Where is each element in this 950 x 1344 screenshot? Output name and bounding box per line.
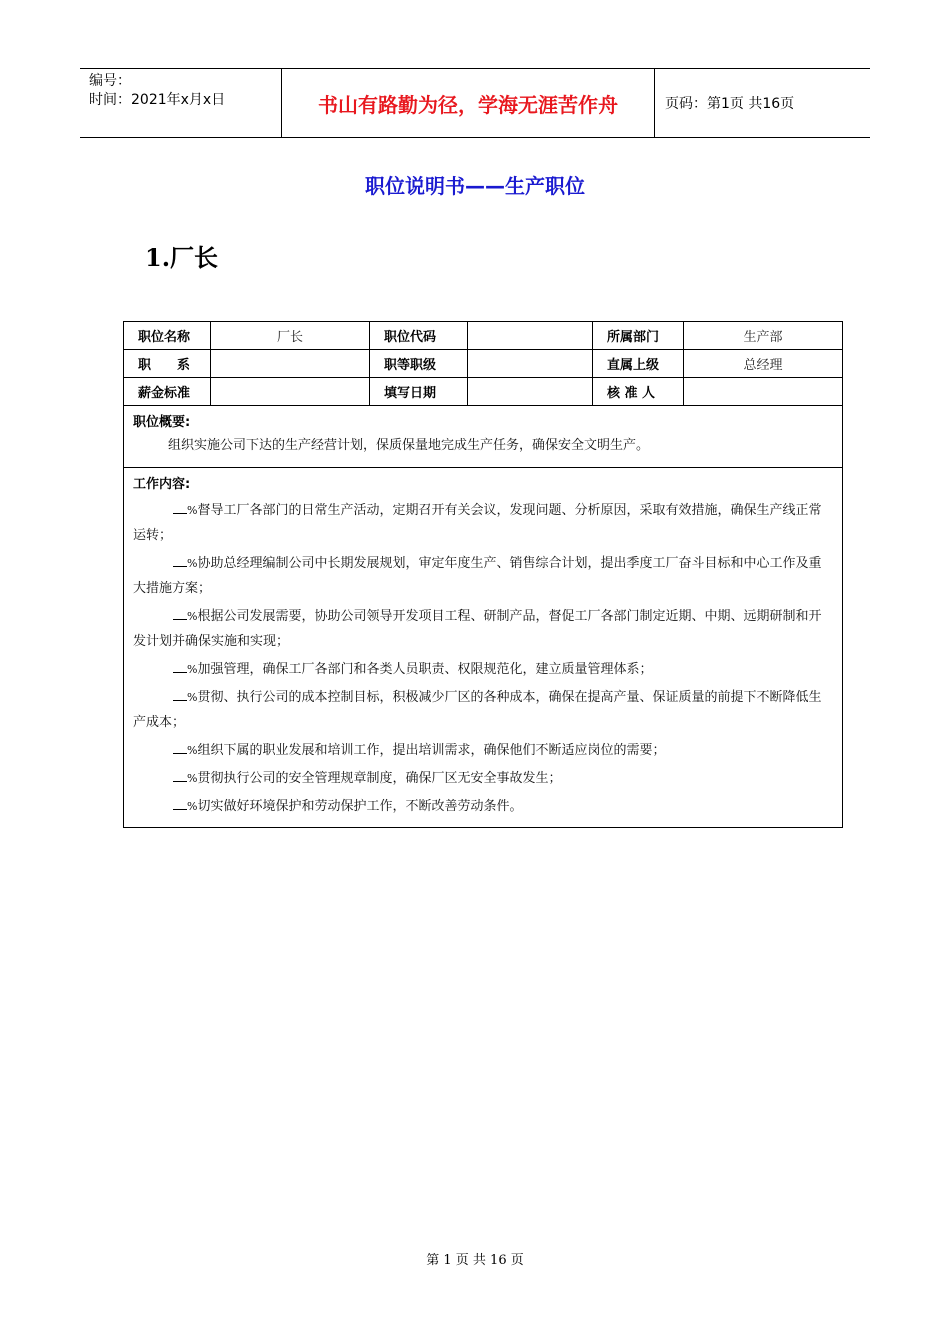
document-title: 职位说明书——生产职位 [365, 174, 585, 198]
time-label: 时间：2021年x月x日 [89, 92, 226, 108]
code-label: 编号： [89, 73, 131, 89]
list-item [133, 551, 832, 601]
value-cell [468, 378, 593, 406]
item-marker: % [187, 800, 198, 813]
label-cell: 直属上级 [593, 350, 684, 378]
value-cell [468, 350, 593, 378]
item-text: 协助总经理编制公司中长期发展规划，审定年度生产、销售综合计划，提出季度工厂奋斗目标和中心工作及重大措施方案； [133, 556, 822, 596]
label-cell: 填写日期 [370, 378, 468, 406]
content-label: 工作内容: [133, 477, 191, 492]
page-footer: 第 1 页 共 16 页 [426, 1253, 524, 1268]
summary-label: 职位概要: [133, 415, 191, 430]
item-marker: % [187, 663, 198, 676]
blank-line [173, 690, 187, 701]
item-marker: % [187, 691, 198, 704]
item-marker: % [187, 744, 198, 757]
blank-line [173, 799, 187, 810]
list-item [133, 766, 832, 791]
value-cell: 厂长 [211, 322, 370, 350]
page-label: 页码：第1页 共16页 [665, 96, 795, 112]
item-text: 贯彻执行公司的安全管理规章制度，确保厂区无安全事故发生； [197, 771, 562, 786]
value-cell [468, 322, 593, 350]
blank-line [173, 503, 187, 514]
list-item [133, 738, 832, 763]
item-text: 根据公司发展需要，协助公司领导开发项目工程、研制产品，督促工厂各部门制定近期、中期、远期研制和开发计划并确保实施和实现； [133, 609, 822, 649]
blank-line [173, 556, 187, 567]
item-text: 组织下属的职业发展和培训工作，提出培训需求，确保他们不断适应岗位的需要； [197, 743, 666, 758]
value-cell: 生产部 [684, 322, 843, 350]
label-cell: 所属部门 [593, 322, 684, 350]
blank-line [173, 609, 187, 620]
item-marker: % [187, 557, 198, 570]
header-meta [80, 69, 282, 137]
item-text: 督导工厂各部门的日常生产活动，定期召开有关会议，发现问题、分析原因，采取有效措施，确保生产线正常运转； [133, 503, 822, 543]
label-cell: 职 系 [124, 350, 211, 378]
list-item [133, 498, 832, 548]
page-header [80, 68, 870, 138]
item-text: 贯彻、执行公司的成本控制目标，积极减少厂区的各种成本，确保在提高产量、保证质量的前提下不断降低生产成本； [133, 690, 822, 730]
content-row [124, 468, 843, 828]
label-cell: 职等职级 [370, 350, 468, 378]
item-marker: % [187, 610, 198, 623]
item-marker: % [187, 504, 198, 517]
blank-line [173, 771, 187, 782]
label-cell: 职位代码 [370, 322, 468, 350]
summary-text: 组织实施公司下达的生产经营计划，保质保量地完成生产任务，确保安全文明生产。 [168, 438, 650, 453]
motto: 书山有路勤为径，学海无涯苦作舟 [282, 69, 655, 137]
label-cell: 核 准 人 [593, 378, 684, 406]
job-description-table [123, 321, 843, 828]
table-row [124, 378, 843, 406]
blank-line [173, 662, 187, 673]
value-cell [684, 378, 843, 406]
list-item [133, 657, 832, 682]
item-marker: % [187, 772, 198, 785]
table-row [124, 322, 843, 350]
value-cell [211, 378, 370, 406]
label-cell: 职位名称 [124, 322, 211, 350]
item-text: 加强管理，确保工厂各部门和各类人员职责、权限规范化，建立质量管理体系； [197, 662, 653, 677]
table-row [124, 350, 843, 378]
value-cell [211, 350, 370, 378]
list-item [133, 604, 832, 654]
summary-cell [124, 406, 843, 468]
list-item [133, 685, 832, 735]
section-title: 1.厂长 [145, 243, 219, 272]
item-text: 切实做好环境保护和劳动保护工作，不断改善劳动条件。 [197, 799, 523, 814]
list-item [133, 794, 832, 819]
label-cell: 薪金标准 [124, 378, 211, 406]
value-cell: 总经理 [684, 350, 843, 378]
content-cell [124, 468, 843, 828]
summary-row [124, 406, 843, 468]
blank-line [173, 743, 187, 754]
